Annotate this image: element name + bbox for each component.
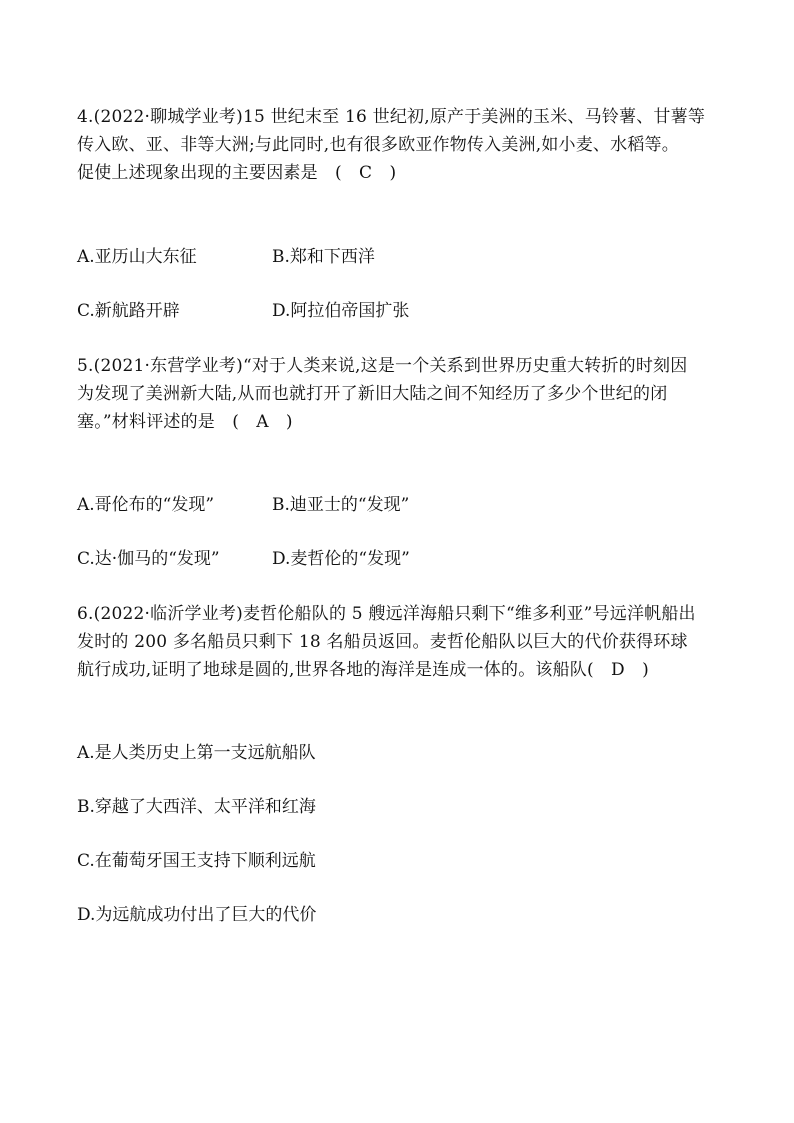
question-line: 航行成功,证明了地球是圆的,世界各地的海洋是连成一体的。该船队( D ) [77,660,649,680]
question-6-stem [77,600,727,684]
option-a: A.是人类历史上第一支远航船队 [77,743,316,763]
option-c: C.新航路开辟 [77,301,180,321]
option-b: B.穿越了大西洋、太平洋和红海 [77,797,316,817]
question-line: 传入欧、亚、非等大洲;与此同时,也有很多欧亚作物传入美洲,如小麦、水稻等。 [77,135,679,155]
option-d: D.阿拉伯帝国扩张 [272,301,410,321]
question-line: 发时的 200 多名船员只剩下 18 名船员返回。麦哲伦船队以巨大的代价获得环球 [77,632,688,652]
option-a: A.亚历山大东征 [77,247,197,267]
option-d: D.为远航成功付出了巨大的代价 [77,905,317,925]
question-line: 5.(2021·东营学业考)“对于人类来说,这是一个关系到世界历史重大转折的时刻因 [77,356,688,376]
question-5-stem [77,352,727,436]
option-a: A.哥伦布的“发现” [77,495,215,515]
question-line: 促使上述现象出现的主要因素是 ( C ) [77,163,397,183]
question-line: 4.(2022·聊城学业考)15 世纪末至 16 世纪初,原产于美洲的玉米、马铃薯、甘薯等 [77,107,706,127]
option-b: B.迪亚士的“发现” [272,495,410,515]
option-c: C.达·伽马的“发现” [77,549,220,569]
question-line: 6.(2022·临沂学业考)麦哲伦船队的 5 艘远洋海船只剩下“维多利亚”号远洋帆船出 [77,604,696,624]
option-b: B.郑和下西洋 [272,247,375,267]
option-c: C.在葡萄牙国王支持下顺利远航 [77,851,316,871]
question-line: 为发现了美洲新大陆,从而也就打开了新旧大陆之间不知经历了多少个世纪的闭 [77,384,668,404]
option-d: D.麦哲伦的“发现” [272,549,410,569]
question-line: 塞。”材料评述的是 ( A ) [77,412,293,432]
question-4-stem [77,103,727,187]
